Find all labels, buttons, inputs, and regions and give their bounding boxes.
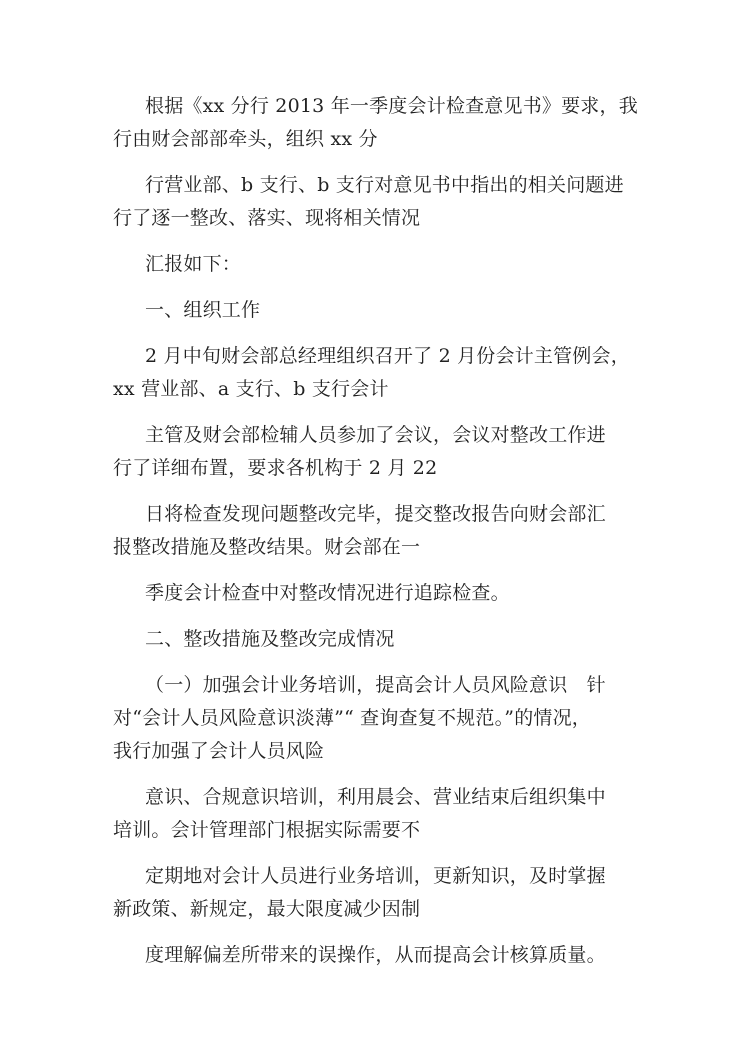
paragraph [113, 498, 643, 564]
text-line: xx 营业部、a 支行、b 支行会计 [113, 378, 389, 400]
heading-text: 二、整改措施及整改完成情况 [145, 628, 395, 650]
paragraph [113, 781, 643, 847]
text-line: 报整改措施及整改结果。财会部在一 [113, 536, 421, 558]
paragraph [113, 939, 643, 972]
text-line: 对“会计人员风险意识淡薄”“ 查询查复不规范。”的情况， [113, 707, 591, 729]
text-line: 季度会计检查中对整改情况进行追踪检查。 [145, 582, 510, 604]
document-body [113, 90, 643, 985]
heading-text: 一、组织工作 [145, 299, 261, 321]
text-line: 新政策、新规定，最大限度减少因制 [113, 898, 421, 920]
text-line: （一）加强会计业务培训，提高会计人员风险意识 针 [145, 674, 606, 696]
paragraph [113, 169, 643, 235]
text-line: 培训。会计管理部门根据实际需要不 [113, 819, 421, 841]
text-line: 日将检查发现问题整改完毕，提交整改报告向财会部汇 [145, 503, 606, 525]
text-line: 度理解偏差所带来的误操作，从而提高会计核算质量。 [145, 944, 606, 966]
paragraph [113, 860, 643, 926]
text-line: 汇报如下： [145, 253, 242, 275]
paragraph [113, 248, 643, 281]
text-line: 我行加强了会计人员风险 [113, 740, 325, 762]
paragraph [113, 340, 643, 406]
text-line: 定期地对会计人员进行业务培训，更新知识，及时掌握 [145, 865, 606, 887]
text-line: 意识、合规意识培训，利用晨会、营业结束后组织集中 [145, 786, 606, 808]
text-line: 行营业部、b 支行、b 支行对意见书中指出的相关问题进 [145, 174, 624, 196]
text-line: 行了详细布置，要求各机构于 2 月 22 [113, 457, 438, 479]
paragraph [113, 577, 643, 610]
text-line: 主管及财会部检辅人员参加了会议，会议对整改工作进 [145, 424, 606, 446]
paragraph [113, 90, 643, 156]
section-heading [113, 623, 643, 656]
text-line: 行了逐一整改、落实、现将相关情况 [113, 207, 421, 229]
paragraph [113, 419, 643, 485]
text-line: 根据《xx 分行 2013 年一季度会计检查意见书》要求，我 [145, 95, 638, 117]
paragraph [113, 669, 643, 768]
text-line: 行由财会部部牵头，组织 xx 分 [113, 128, 378, 150]
text-line: 2 月中旬财会部总经理组织召开了 2 月份会计主管例会， [145, 345, 630, 367]
section-heading [113, 294, 643, 327]
